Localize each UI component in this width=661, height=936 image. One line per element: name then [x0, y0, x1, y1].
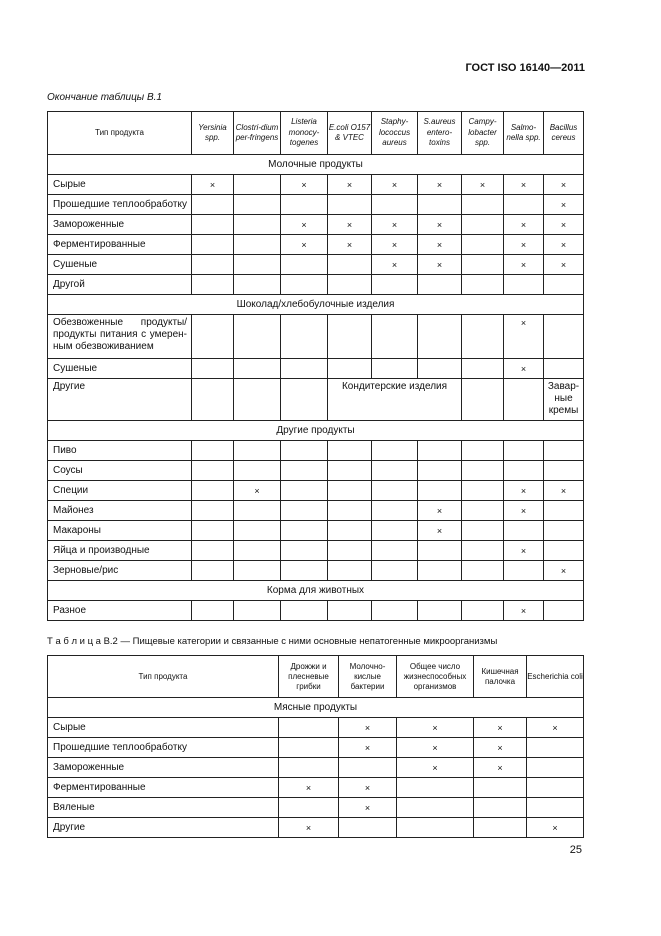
table-b2: [47, 655, 584, 838]
mark-cell: [372, 601, 418, 621]
mark-cell: [462, 315, 504, 359]
mark-cell: ×: [527, 818, 584, 838]
table-row: [48, 541, 584, 561]
column-header-organism: Salmo-nella spp.: [504, 112, 544, 155]
mark-cell: ×: [328, 175, 372, 195]
mark-cell: [192, 235, 234, 255]
mark-cell: [328, 601, 372, 621]
section-row: [48, 698, 584, 718]
mark-cell: [281, 379, 328, 421]
mark-cell: [192, 561, 234, 581]
mark-cell: [281, 461, 328, 481]
mark-cell: ×: [328, 235, 372, 255]
mark-cell: [504, 441, 544, 461]
mark-cell: [192, 255, 234, 275]
row-label: Ферментированные: [48, 235, 192, 255]
mark-cell: ×: [544, 175, 584, 195]
mark-cell: ×: [544, 481, 584, 501]
mark-cell: [544, 601, 584, 621]
column-header-organism: E.coli O157 & VTEC: [328, 112, 372, 155]
mark-cell: ×: [544, 235, 584, 255]
row-label: Прошедшие теплообработку: [48, 195, 192, 215]
mark-cell: [418, 561, 462, 581]
column-header-organism: Дрожжи и плесневые грибки: [279, 656, 339, 698]
row-label: Ферментированные: [48, 778, 279, 798]
mark-cell: [527, 738, 584, 758]
mark-cell: ×: [527, 718, 584, 738]
section-row: [48, 155, 584, 175]
mark-cell: [328, 461, 372, 481]
mark-cell: [279, 718, 339, 738]
mark-cell: [544, 461, 584, 481]
mark-cell: [328, 195, 372, 215]
mark-cell: [462, 481, 504, 501]
mark-cell: ×: [339, 778, 397, 798]
mark-cell: ×: [328, 215, 372, 235]
mark-cell: [234, 561, 281, 581]
mark-cell: [372, 315, 418, 359]
mark-cell: [544, 501, 584, 521]
row-label: Разное: [48, 601, 192, 621]
mark-cell: ×: [504, 315, 544, 359]
mark-cell: [504, 195, 544, 215]
table-row: [48, 235, 584, 255]
mark-cell: [328, 521, 372, 541]
mark-cell: [418, 315, 462, 359]
section-row: [48, 421, 584, 441]
mark-cell: [192, 379, 234, 421]
mark-cell: [462, 461, 504, 481]
table-row: [48, 758, 584, 778]
mark-cell: ×: [192, 175, 234, 195]
mark-cell: ×: [372, 255, 418, 275]
mark-cell: ×: [372, 175, 418, 195]
mark-cell: [281, 441, 328, 461]
mark-cell: [418, 461, 462, 481]
section-title: Молочные продукты: [48, 155, 584, 175]
column-header-organism: Общее число жизнеспособных организмов: [397, 656, 474, 698]
mark-cell: ×: [504, 481, 544, 501]
mark-cell: [544, 441, 584, 461]
merged-note-cell: Кондитерские изделия: [328, 379, 462, 421]
row-label: Специи: [48, 481, 192, 501]
mark-cell: [281, 195, 328, 215]
mark-cell: [504, 461, 544, 481]
mark-cell: ×: [279, 818, 339, 838]
table-row: [48, 441, 584, 461]
table-row: [48, 461, 584, 481]
mark-cell: [281, 501, 328, 521]
column-header-organism: S.aureus entero-toxins: [418, 112, 462, 155]
row-label: Макароны: [48, 521, 192, 541]
mark-cell: [372, 561, 418, 581]
mark-cell: ×: [279, 778, 339, 798]
mark-cell: [281, 359, 328, 379]
table-row: [48, 718, 584, 738]
row-label: Соусы: [48, 461, 192, 481]
table-row: [48, 501, 584, 521]
mark-cell: ×: [504, 359, 544, 379]
mark-cell: ×: [544, 561, 584, 581]
section-title: Корма для животных: [48, 581, 584, 601]
mark-cell: [418, 601, 462, 621]
mark-cell: ×: [281, 235, 328, 255]
mark-cell: [192, 601, 234, 621]
mark-cell: [544, 315, 584, 359]
mark-cell: [234, 501, 281, 521]
table-row: [48, 798, 584, 818]
mark-cell: [418, 481, 462, 501]
mark-cell: [281, 315, 328, 359]
mark-cell: [462, 601, 504, 621]
table-row: [48, 738, 584, 758]
row-label: Другой: [48, 275, 192, 295]
mark-cell: [462, 521, 504, 541]
mark-cell: ×: [397, 758, 474, 778]
mark-cell: [527, 758, 584, 778]
mark-cell: ×: [339, 798, 397, 818]
table2-caption: Т а б л и ц а В.2 — Пищевые категории и связанные с ними основные непатогенные микроорганизмы: [47, 636, 498, 647]
mark-cell: [462, 255, 504, 275]
mark-cell: [281, 275, 328, 295]
table-row: [48, 359, 584, 379]
mark-cell: [234, 275, 281, 295]
mark-cell: [504, 275, 544, 295]
row-label: Замороженные: [48, 215, 192, 235]
mark-cell: ×: [397, 718, 474, 738]
section-row: [48, 581, 584, 601]
mark-cell: [192, 481, 234, 501]
column-header-product-type: Тип продукта: [48, 112, 192, 155]
mark-cell: [462, 441, 504, 461]
mark-cell: [474, 818, 527, 838]
mark-cell: [234, 541, 281, 561]
row-label: Сушеные: [48, 255, 192, 275]
mark-cell: [339, 818, 397, 838]
table-row: [48, 275, 584, 295]
mark-cell: [397, 798, 474, 818]
mark-cell: [462, 235, 504, 255]
mark-cell: [328, 561, 372, 581]
mark-cell: [234, 441, 281, 461]
table1-caption: Окончание таблицы В.1: [47, 92, 162, 103]
mark-cell: ×: [339, 718, 397, 738]
mark-cell: ×: [418, 255, 462, 275]
mark-cell: ×: [372, 215, 418, 235]
mark-cell: ×: [234, 481, 281, 501]
mark-cell: [372, 461, 418, 481]
mark-cell: [544, 359, 584, 379]
mark-cell: [418, 541, 462, 561]
mark-cell: [234, 601, 281, 621]
mark-cell: [544, 275, 584, 295]
mark-cell: [234, 461, 281, 481]
mark-cell: [372, 521, 418, 541]
row-label: Другие: [48, 818, 279, 838]
mark-cell: [372, 195, 418, 215]
table-row: [48, 601, 584, 621]
mark-cell: ×: [504, 215, 544, 235]
mark-cell: ×: [544, 195, 584, 215]
row-label: Прошедшие теплообработку: [48, 738, 279, 758]
mark-cell: [339, 758, 397, 778]
mark-cell: [462, 541, 504, 561]
mark-cell: [504, 379, 544, 421]
mark-cell: [462, 501, 504, 521]
row-label: Майонез: [48, 501, 192, 521]
mark-cell: [418, 441, 462, 461]
column-header-organism: Молочно-кислые бактерии: [339, 656, 397, 698]
mark-cell: [281, 561, 328, 581]
note-cell: Завар-ные кремы: [544, 379, 584, 421]
mark-cell: [372, 541, 418, 561]
table-row: [48, 778, 584, 798]
mark-cell: [192, 441, 234, 461]
mark-cell: [462, 195, 504, 215]
mark-cell: [462, 215, 504, 235]
column-header-organism: Bacillus cereus: [544, 112, 584, 155]
section-row: [48, 295, 584, 315]
table-row: [48, 521, 584, 541]
mark-cell: [544, 541, 584, 561]
mark-cell: ×: [281, 215, 328, 235]
mark-cell: [234, 175, 281, 195]
mark-cell: [234, 235, 281, 255]
mark-cell: [418, 359, 462, 379]
mark-cell: ×: [418, 501, 462, 521]
table-row: [48, 379, 584, 421]
mark-cell: [328, 541, 372, 561]
mark-cell: [527, 778, 584, 798]
row-label: Яйца и производные: [48, 541, 192, 561]
column-header-organism: Campy-lobacter spp.: [462, 112, 504, 155]
mark-cell: [192, 275, 234, 295]
mark-cell: [372, 359, 418, 379]
mark-cell: [328, 501, 372, 521]
mark-cell: [328, 359, 372, 379]
mark-cell: [234, 215, 281, 235]
mark-cell: [474, 798, 527, 818]
mark-cell: [372, 481, 418, 501]
mark-cell: [192, 541, 234, 561]
row-label: Замороженные: [48, 758, 279, 778]
row-label: Другие: [48, 379, 192, 421]
mark-cell: [328, 441, 372, 461]
mark-cell: ×: [504, 235, 544, 255]
mark-cell: [328, 255, 372, 275]
mark-cell: [544, 521, 584, 541]
mark-cell: [279, 758, 339, 778]
mark-cell: [462, 359, 504, 379]
mark-cell: ×: [474, 738, 527, 758]
mark-cell: [328, 481, 372, 501]
mark-cell: [192, 315, 234, 359]
mark-cell: ×: [474, 758, 527, 778]
mark-cell: [192, 521, 234, 541]
column-header-organism: Escherichia coli: [527, 656, 584, 698]
mark-cell: ×: [544, 255, 584, 275]
mark-cell: [372, 275, 418, 295]
mark-cell: ×: [504, 501, 544, 521]
mark-cell: [397, 818, 474, 838]
mark-cell: ×: [504, 255, 544, 275]
mark-cell: [281, 481, 328, 501]
column-header-organism: Кишечная палочка: [474, 656, 527, 698]
mark-cell: [281, 601, 328, 621]
mark-cell: [192, 359, 234, 379]
mark-cell: [192, 501, 234, 521]
mark-cell: ×: [504, 175, 544, 195]
mark-cell: [234, 521, 281, 541]
section-title: Мясные продукты: [48, 698, 584, 718]
table-row: [48, 175, 584, 195]
mark-cell: [281, 521, 328, 541]
row-label: Сырые: [48, 175, 192, 195]
mark-cell: ×: [339, 738, 397, 758]
mark-cell: [462, 561, 504, 581]
mark-cell: ×: [281, 175, 328, 195]
mark-cell: [234, 379, 281, 421]
mark-cell: [192, 461, 234, 481]
column-header-organism: Staphy-lococcus aureus: [372, 112, 418, 155]
mark-cell: [192, 215, 234, 235]
table-b1: [47, 111, 584, 621]
column-header-product-type: Тип продукта: [48, 656, 279, 698]
row-label: Сырые: [48, 718, 279, 738]
table-row: [48, 481, 584, 501]
column-header-organism: Clostri-dium per-fringens: [234, 112, 281, 155]
mark-cell: [234, 255, 281, 275]
row-label: Обезвоженные продукты/ продукты питания с умерен-ным обезвоживанием: [48, 315, 192, 359]
mark-cell: ×: [372, 235, 418, 255]
mark-cell: [418, 275, 462, 295]
mark-cell: [462, 379, 504, 421]
mark-cell: ×: [418, 521, 462, 541]
row-label: Вяленые: [48, 798, 279, 818]
mark-cell: ×: [418, 175, 462, 195]
mark-cell: [328, 275, 372, 295]
mark-cell: [462, 275, 504, 295]
mark-cell: [281, 255, 328, 275]
table-row: [48, 315, 584, 359]
mark-cell: ×: [418, 215, 462, 235]
standard-number: ГОСТ ISO 16140—2011: [465, 62, 585, 74]
mark-cell: [527, 798, 584, 818]
table-row: [48, 215, 584, 235]
mark-cell: [372, 441, 418, 461]
mark-cell: [397, 778, 474, 798]
mark-cell: [328, 315, 372, 359]
mark-cell: ×: [544, 215, 584, 235]
mark-cell: [234, 359, 281, 379]
mark-cell: ×: [462, 175, 504, 195]
column-header-organism: Yersinia spp.: [192, 112, 234, 155]
mark-cell: [504, 521, 544, 541]
mark-cell: [279, 738, 339, 758]
table-row: [48, 818, 584, 838]
mark-cell: [192, 195, 234, 215]
section-title: Другие продукты: [48, 421, 584, 441]
mark-cell: [234, 315, 281, 359]
mark-cell: [234, 195, 281, 215]
mark-cell: ×: [418, 235, 462, 255]
mark-cell: ×: [474, 718, 527, 738]
page-number: 25: [569, 844, 582, 856]
mark-cell: [281, 541, 328, 561]
column-header-organism: Listeria monocy-togenes: [281, 112, 328, 155]
mark-cell: [474, 778, 527, 798]
mark-cell: [418, 195, 462, 215]
table-row: [48, 255, 584, 275]
mark-cell: [279, 798, 339, 818]
mark-cell: ×: [504, 601, 544, 621]
mark-cell: [504, 561, 544, 581]
row-label: Зерновые/рис: [48, 561, 192, 581]
table-row: [48, 195, 584, 215]
row-label: Пиво: [48, 441, 192, 461]
table-row: [48, 561, 584, 581]
mark-cell: ×: [504, 541, 544, 561]
mark-cell: ×: [397, 738, 474, 758]
section-title: Шоколад/хлебобулочные изделия: [48, 295, 584, 315]
mark-cell: [372, 501, 418, 521]
row-label: Сушеные: [48, 359, 192, 379]
